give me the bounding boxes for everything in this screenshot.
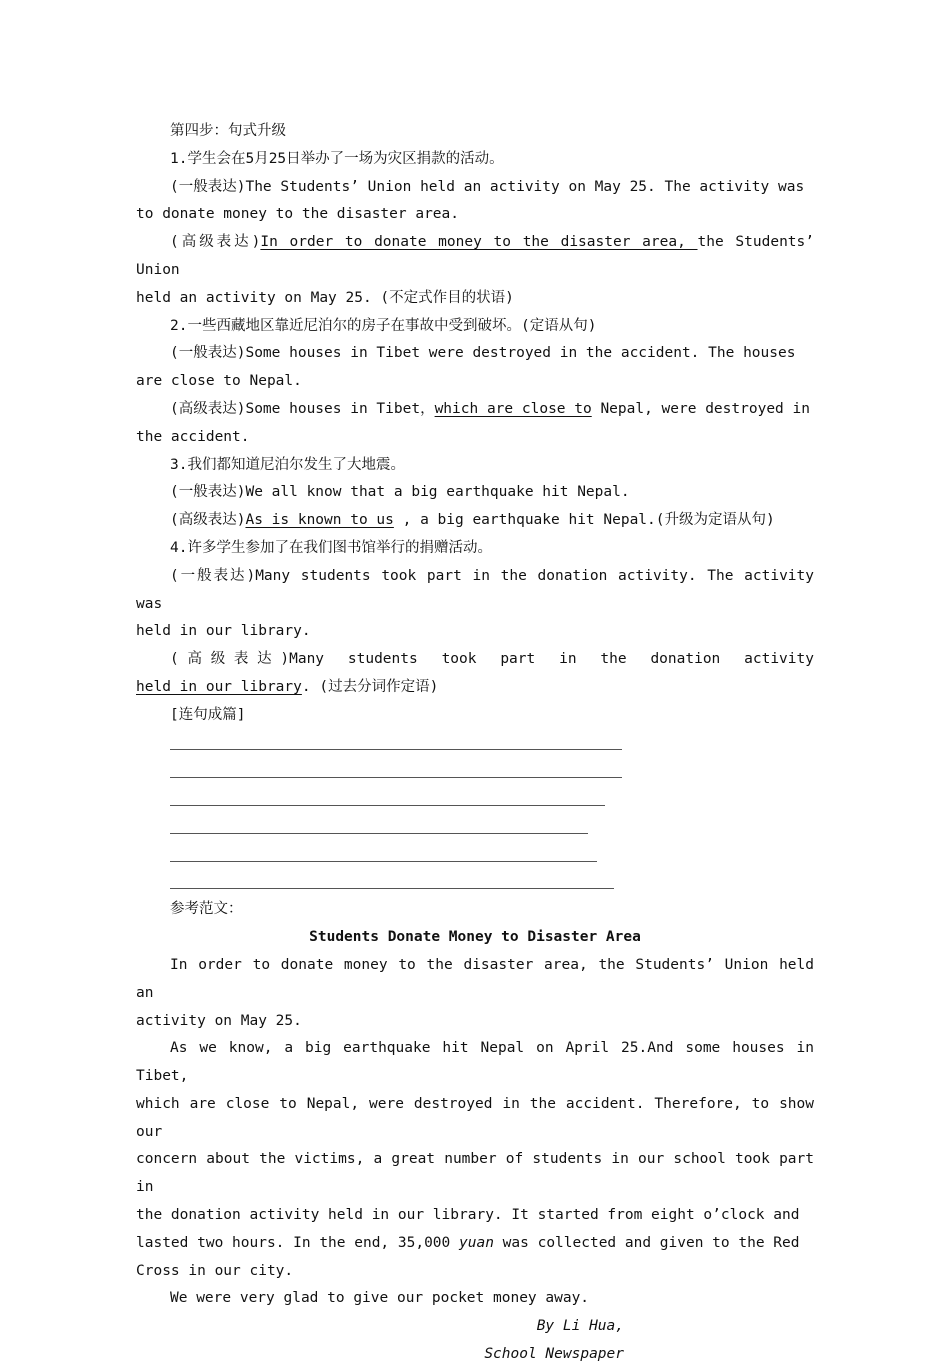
essay-italic-word: yuan	[459, 1234, 494, 1251]
item-chinese-text: 我们都知道尼泊尔发生了大地震。	[187, 456, 405, 473]
item-4-general-cont: held in our library.	[136, 623, 311, 640]
item-number: 1.	[170, 150, 188, 167]
essay-p1-line1: In order to donate money to the disaster area, the Students’ Union held an	[136, 956, 814, 1001]
item-2-advanced	[136, 396, 814, 424]
worksheet-page	[136, 118, 814, 1369]
underlined-answer: As is known to us	[245, 512, 394, 529]
writing-line[interactable]	[170, 841, 597, 869]
advanced-text: . (过去分词作定语)	[301, 678, 439, 695]
essay-p2-line3: concern about the victims, a great number of students in our school took part in	[136, 1151, 814, 1196]
underlined-answer: held in our library	[136, 678, 302, 695]
advanced-text: Some houses in Tibet，	[245, 400, 435, 417]
essay-p2-line2: which are close to Nepal, were destroyed in the accident. Therefore, to show our	[136, 1095, 814, 1140]
advanced-word: took	[441, 651, 477, 668]
general-text: We all know that a big earthquake hit Nepal.	[245, 484, 630, 501]
general-text: Some houses in Tibet were destroyed in the accident. The houses	[245, 345, 796, 362]
item-number: 4.	[170, 539, 188, 556]
essay-byline: By Li Hua,	[536, 1318, 624, 1335]
advanced-word: part	[500, 651, 536, 668]
advanced-word: donation	[650, 651, 721, 668]
advanced-word: ( 高 级 表 达 )Many	[170, 651, 325, 668]
advanced-prefix: (高级表达)	[170, 234, 261, 251]
underlined-answer: which are close to	[434, 400, 592, 417]
writing-line[interactable]	[170, 813, 588, 841]
general-prefix: (一般表达)	[170, 178, 246, 195]
general-prefix: (一般表达)	[170, 484, 246, 501]
essay-title: Students Donate Money to Disaster Area	[309, 929, 641, 946]
advanced-word: activity	[744, 651, 814, 668]
general-text: Many students took part in the donation activity. The activity was	[136, 567, 814, 612]
advanced-word: students	[347, 651, 418, 668]
essay-source: School Newspaper	[484, 1346, 624, 1363]
essay-p3: We were very glad to give our pocket money away.	[170, 1290, 590, 1307]
item-3-chinese	[136, 452, 814, 480]
essay-text: was collected and given to the Red	[493, 1234, 800, 1251]
general-prefix: (一般表达)	[170, 567, 256, 584]
item-4-advanced	[136, 646, 814, 674]
advanced-text: , a big earthquake hit Nepal.(升级为定语从句)	[393, 512, 775, 529]
sample-heading: 参考范文：	[170, 901, 243, 918]
item-2-chinese	[136, 313, 814, 341]
item-2-general-cont: are close to Nepal.	[136, 373, 302, 390]
item-1-advanced-cont: held an activity on May 25. (不定式作目的状语)	[136, 289, 514, 306]
advanced-word: the	[600, 651, 627, 668]
item-1-advanced	[136, 229, 814, 285]
general-prefix: (一般表达)	[170, 345, 246, 362]
item-chinese-text: 学生会在5月25日举办了一场为灾区捐款的活动。	[187, 150, 504, 167]
item-4-advanced-cont	[136, 674, 814, 702]
writing-line[interactable]	[170, 730, 622, 758]
item-number: 3.	[170, 456, 188, 473]
item-3-advanced	[136, 507, 814, 535]
item-chinese-text: 一些西藏地区靠近尼泊尔的房子在事故中受到破坏。(定语从句)	[187, 317, 597, 334]
essay-p2-line1: As we know, a big earthquake hit Nepal on April 25.And some houses in Tibet,	[136, 1040, 814, 1085]
step-heading: 第四步：句式升级	[170, 123, 286, 139]
general-text: The Students’ Union held an activity on May 25. The activity was	[245, 178, 805, 195]
item-1-general	[136, 174, 814, 202]
advanced-prefix: (高级表达)	[170, 400, 246, 417]
connect-heading: [连句成篇]	[170, 706, 246, 723]
essay-p2-line4: the donation activity held in our library. It started from eight o’clock and	[136, 1207, 800, 1224]
item-chinese-text: 许多学生参加了在我们图书馆举行的捐赠活动。	[187, 539, 492, 556]
item-2-advanced-cont: the accident.	[136, 428, 250, 445]
item-1-chinese	[136, 146, 814, 174]
essay-text: lasted two hours. In the end, 35,000	[136, 1234, 460, 1251]
advanced-prefix: (高级表达)	[170, 512, 246, 529]
item-2-general	[136, 340, 814, 368]
writing-line[interactable]	[170, 785, 605, 813]
writing-line[interactable]	[170, 869, 614, 897]
advanced-word: in	[559, 651, 577, 668]
essay-p1-line2: activity on May 25.	[136, 1012, 302, 1029]
writing-line[interactable]	[170, 757, 622, 785]
essay-p2-line5	[136, 1230, 814, 1258]
item-3-general	[136, 479, 814, 507]
advanced-text: Nepal, were destroyed in	[591, 400, 810, 417]
advanced-text: the Students’ Union	[136, 234, 814, 278]
item-4-general	[136, 563, 814, 619]
item-4-chinese	[136, 535, 814, 563]
underlined-answer: In order to donate money to the disaster area,	[260, 234, 698, 251]
essay-p2-line6: Cross in our city.	[136, 1262, 294, 1279]
item-1-general-cont: to donate money to the disaster area.	[136, 206, 460, 223]
item-number: 2.	[170, 317, 188, 334]
